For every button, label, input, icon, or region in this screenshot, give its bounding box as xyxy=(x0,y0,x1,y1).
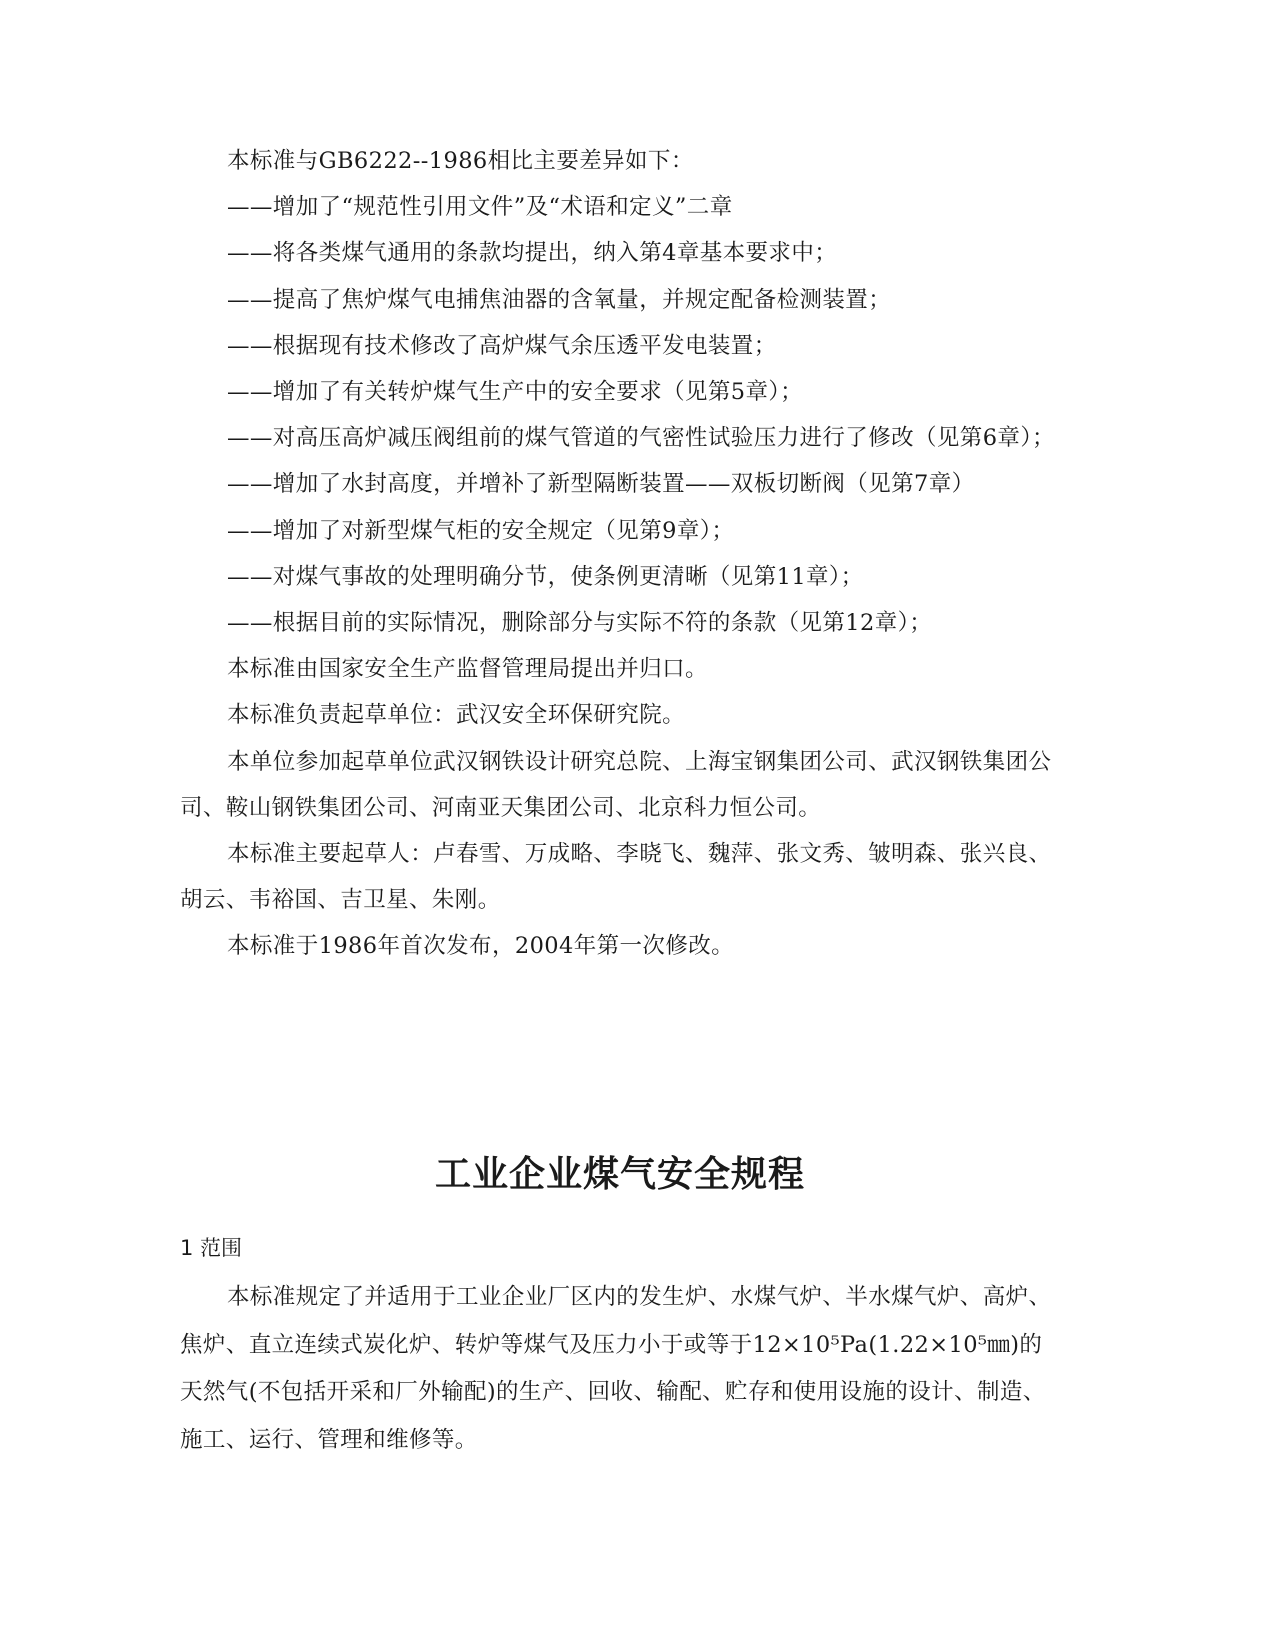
difference-item: ——增加了水封高度，并增补了新型隔断装置——双板切断阀（见第7章） xyxy=(227,471,975,498)
document-page xyxy=(180,0,1060,1650)
difference-item: ——对煤气事故的处理明确分节，使条例更清晰（见第11章）； xyxy=(227,563,864,590)
foreword-paragraph: 本标准由国家安全生产监督管理局提出并归口。 xyxy=(227,656,708,683)
foreword-paragraph: 本标准主要起草人：卢春雪、万成略、李晓飞、魏萍、张文秀、皱明森、张兴良、胡云、韦裕国、吉卫星、朱刚。 xyxy=(180,841,1052,914)
document-title: 工业企业煤气安全规程 xyxy=(434,1153,805,1195)
section-scope xyxy=(180,1228,1060,1464)
difference-item: ——将各类煤气通用的条款均提出，纳入第4章基本要求中； xyxy=(227,240,838,267)
difference-item: ——增加了对新型煤气柜的安全规定（见第9章）； xyxy=(227,517,735,544)
difference-item: ——增加了有关转炉煤气生产中的安全要求（见第5章）； xyxy=(227,379,803,406)
difference-item: ——对高压高炉减压阀组前的煤气管道的气密性试验压力进行了修改（见第6章）； xyxy=(227,425,1055,452)
foreword-section xyxy=(180,138,1060,970)
foreword-paragraph: 本单位参加起草单位武汉钢铁设计研究总院、上海宝钢集团公司、武汉钢铁集团公司、鞍山钢铁集团公司、河南亚天集团公司、北京科力恒公司。 xyxy=(180,748,1052,821)
difference-item: ——增加了“规范性引用文件”及“术语和定义”二章 xyxy=(227,194,733,221)
section-heading: 1 范围 xyxy=(180,1236,243,1260)
section-body: 本标准规定了并适用于工业企业厂区内的发生炉、水煤气炉、半水煤气炉、高炉、焦炉、直立连续式炭化炉、转炉等煤气及压力小于或等于12×10⁵Pa(1.22×10⁵㎜)的天然气(不包括开采和厂外输配)的生产、回收、输配、贮存和使用设施的设计、制造、施工、运行、管理和维修等。 xyxy=(180,1284,1052,1453)
foreword-paragraph: 本标准负责起草单位：武汉安全环保研究院。 xyxy=(227,702,686,729)
difference-item: ——根据目前的实际情况，删除部分与实际不符的条款（见第12章）； xyxy=(227,610,933,637)
difference-item: ——提高了焦炉煤气电捕焦油器的含氧量，并规定配备检测装置； xyxy=(227,286,892,313)
difference-item: ——根据现有技术修改了高炉煤气余压透平发电装置； xyxy=(227,332,777,359)
foreword-paragraph: 本标准与GB6222--1986相比主要差异如下： xyxy=(227,148,694,174)
foreword-paragraph: 本标准于1986年首次发布，2004年第一次修改。 xyxy=(227,933,735,960)
